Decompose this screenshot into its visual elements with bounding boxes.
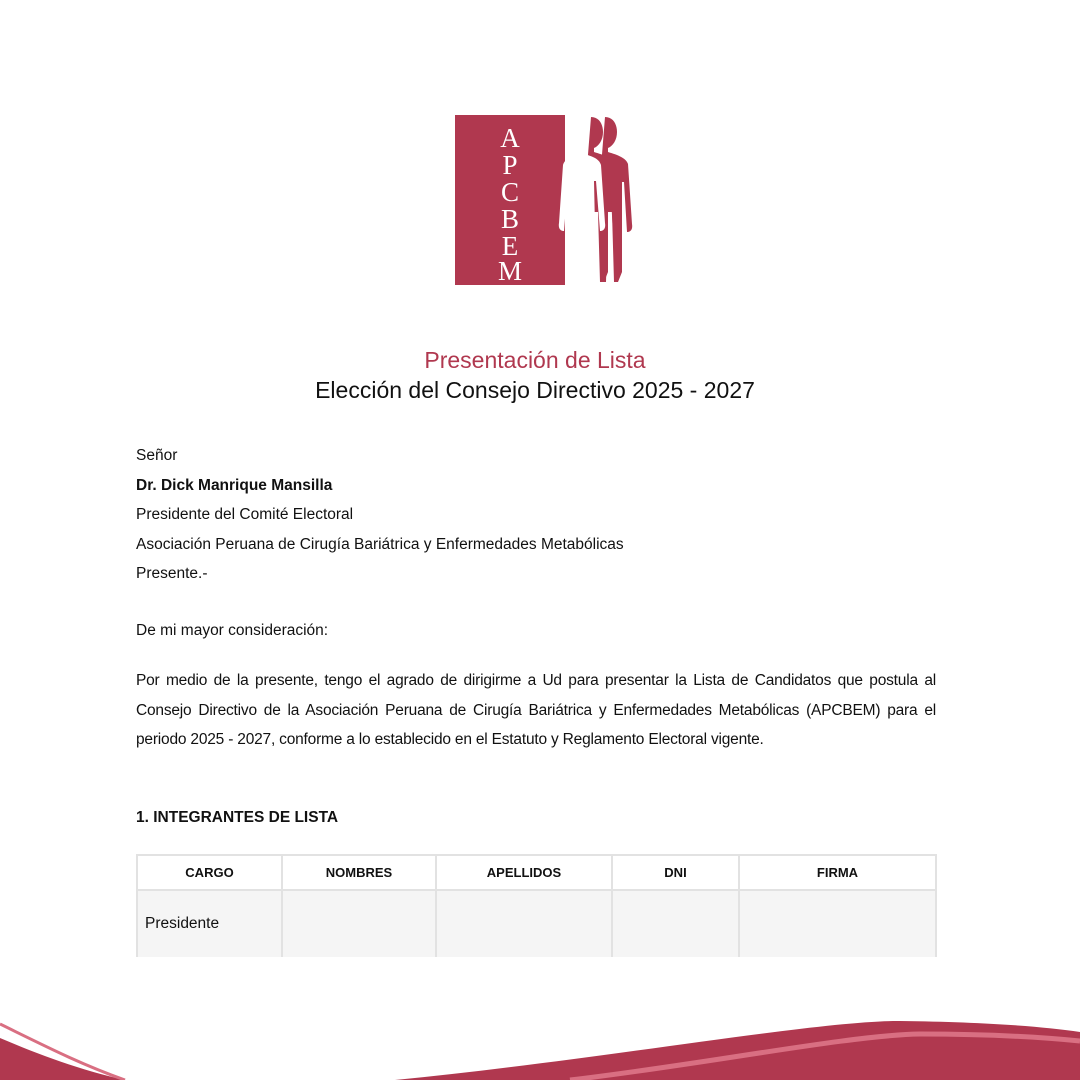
svg-text:E: E	[501, 231, 519, 261]
wave-graphic	[0, 980, 1080, 1080]
section-title: 1. INTEGRANTES DE LISTA	[136, 809, 339, 826]
document-title-block	[0, 345, 1070, 405]
cell-dni[interactable]	[612, 890, 739, 957]
cell-apellidos[interactable]	[436, 890, 612, 957]
addressee-closing: Presente.-	[136, 565, 208, 582]
addressee-name: Dr. Dick Manrique Mansilla	[136, 476, 333, 494]
table-header-row	[137, 855, 936, 890]
logo-graphic	[455, 115, 635, 285]
column-header-cargo: CARGO	[137, 855, 282, 890]
addressee-role: Presidente del Comité Electoral	[136, 506, 354, 523]
cell-cargo: Presidente	[137, 890, 282, 957]
table-row	[137, 890, 936, 957]
document-subtitle: Elección del Consejo Directivo 2025 - 2027	[315, 377, 755, 403]
column-header-nombres: NOMBRES	[282, 855, 436, 890]
cell-nombres[interactable]	[282, 890, 436, 957]
addressee-block	[136, 441, 624, 589]
column-header-firma: FIRMA	[739, 855, 936, 890]
addressee-organization: Asociación Peruana de Cirugía Bariátrica y Enfermedades Metabólicas	[136, 535, 624, 553]
svg-text:C: C	[500, 177, 520, 207]
members-table	[136, 854, 937, 957]
column-header-apellidos: APELLIDOS	[436, 855, 612, 890]
svg-text:B: B	[500, 204, 520, 234]
letter-greeting: De mi mayor consideración:	[136, 622, 329, 639]
salutation: Señor	[136, 447, 178, 464]
document-title: Presentación de Lista	[424, 347, 646, 373]
cell-firma[interactable]	[739, 890, 936, 957]
svg-text:P: P	[502, 150, 518, 180]
apcbem-logo	[455, 115, 635, 285]
column-header-dni: DNI	[612, 855, 739, 890]
svg-text:M: M	[497, 256, 523, 285]
letter-body: Por medio de la presente, tengo el agrado de dirigirme a Ud para presentar la Lista de Candidatos que postula al Consejo Directivo de la Asociación Peruana de Cirugía Bariátrica y Enfermedades Metabólicas (APCBEM) para el periodo 2025 - 2027, conforme a lo establecido en el Estatuto y Reglamento Electoral vigente.	[136, 672, 936, 748]
footer-wave-decoration	[0, 980, 1080, 1080]
svg-text:A: A	[500, 123, 520, 153]
